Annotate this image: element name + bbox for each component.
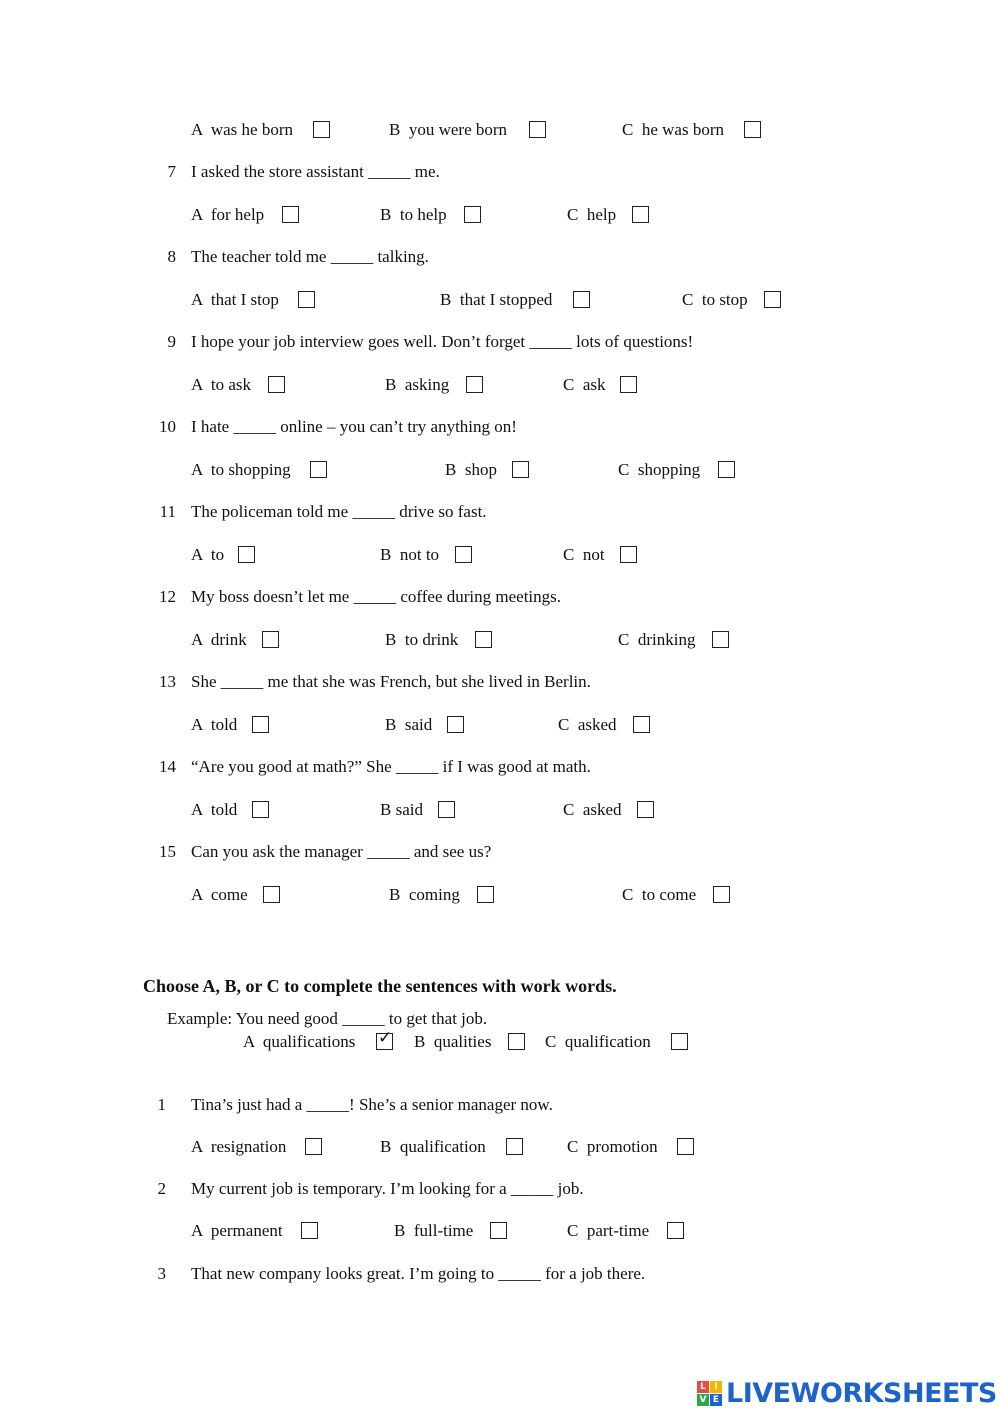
q11-option-c-checkbox[interactable] <box>620 546 637 563</box>
q10-option-a-label: A to shopping <box>191 460 291 479</box>
q11-option-a-checkbox[interactable] <box>238 546 255 563</box>
s2-q2-option-a-checkbox[interactable] <box>301 1222 318 1239</box>
question-number: 2 <box>157 1179 166 1198</box>
q12-option-c-label: C drinking <box>618 630 696 649</box>
q8-option-b-label: B that I stopped <box>440 290 553 309</box>
q6-option-c-checkbox[interactable] <box>744 121 761 138</box>
q7-option-a-checkbox[interactable] <box>282 206 299 223</box>
logo-block: E <box>710 1394 722 1406</box>
question-number: 10 <box>159 417 176 436</box>
s2-q1-option-a-checkbox[interactable] <box>305 1138 322 1155</box>
logo-text: LIVEWORKSHEETS <box>726 1377 997 1409</box>
q7-option-a-label: A for help <box>191 205 265 224</box>
q15-option-c-checkbox[interactable] <box>713 886 730 903</box>
s2-q2-option-b-label: B full-time <box>394 1221 474 1240</box>
s2-q1-option-b-checkbox[interactable] <box>506 1138 523 1155</box>
s2-q1-option-b-label: B qualification <box>380 1137 486 1156</box>
q10-option-c-label: C shopping <box>618 460 701 479</box>
s2-q2-option-b-checkbox[interactable] <box>490 1222 507 1239</box>
q14-option-b-checkbox[interactable] <box>438 801 455 818</box>
question-text: The policeman told me _____ drive so fast. <box>191 502 487 521</box>
q15-option-c-label: C to come <box>622 885 697 904</box>
q11-option-b-label: B not to <box>380 545 440 564</box>
s2-q1-option-c-label: C promotion <box>567 1137 658 1156</box>
logo-block: I <box>710 1381 722 1393</box>
q9-option-b-label: B asking <box>385 375 450 394</box>
question-text: Can you ask the manager _____ and see us? <box>191 842 492 861</box>
q8-option-b-checkbox[interactable] <box>573 291 590 308</box>
q15-option-b-checkbox[interactable] <box>477 886 494 903</box>
q11-option-b-checkbox[interactable] <box>455 546 472 563</box>
example-option-b-label: B qualities <box>414 1032 492 1051</box>
q10-option-a-checkbox[interactable] <box>310 461 327 478</box>
q14-option-c-label: C asked <box>563 800 622 819</box>
q9-option-c-checkbox[interactable] <box>620 376 637 393</box>
question-text: Tina’s just had a _____! She’s a senior manager now. <box>191 1095 553 1114</box>
q14-option-a-checkbox[interactable] <box>252 801 269 818</box>
q14-option-a-label: A told <box>191 800 238 819</box>
example-option-c-checkbox[interactable] <box>671 1033 688 1050</box>
question-text: My boss doesn’t let me _____ coffee during meetings. <box>191 587 562 606</box>
q8-option-a-checkbox[interactable] <box>298 291 315 308</box>
q7-option-c-checkbox[interactable] <box>632 206 649 223</box>
q12-option-b-label: B to drink <box>385 630 459 649</box>
question-number: 13 <box>159 672 176 691</box>
q12-option-a-label: A drink <box>191 630 247 649</box>
section-heading: Choose A, B, or C to complete the sentences with work words. <box>143 976 617 996</box>
logo-blocks-icon <box>697 1381 722 1406</box>
q10-option-b-label: B shop <box>445 460 497 479</box>
q13-option-c-label: C asked <box>558 715 617 734</box>
q13-option-a-checkbox[interactable] <box>252 716 269 733</box>
q10-option-c-checkbox[interactable] <box>718 461 735 478</box>
q13-option-c-checkbox[interactable] <box>633 716 650 733</box>
q14-option-c-checkbox[interactable] <box>637 801 654 818</box>
example-option-a-checkbox[interactable] <box>376 1028 393 1050</box>
question-number: 14 <box>159 757 176 776</box>
q9-option-b-checkbox[interactable] <box>466 376 483 393</box>
question-text: She _____ me that she was French, but she lived in Berlin. <box>191 672 591 691</box>
q7-option-c-label: C help <box>567 205 617 224</box>
q9-option-c-label: C ask <box>563 375 606 394</box>
q12-option-c-checkbox[interactable] <box>712 631 729 648</box>
question-number: 7 <box>167 162 176 181</box>
q6-option-a-label: A was he born <box>191 120 293 139</box>
s2-q2-option-c-checkbox[interactable] <box>667 1222 684 1239</box>
q15-option-b-label: B coming <box>389 885 460 904</box>
q6-option-c-label: C he was born <box>622 120 724 139</box>
q14-option-b-label: B said <box>380 800 423 819</box>
example-option-a-label: A qualifications <box>243 1032 356 1051</box>
question-number: 9 <box>167 332 176 351</box>
q8-option-c-checkbox[interactable] <box>764 291 781 308</box>
s2-q2-option-c-label: C part-time <box>567 1221 650 1240</box>
question-text: I hope your job interview goes well. Don’t forget _____ lots of questions! <box>191 332 694 351</box>
q8-option-c-label: C to stop <box>682 290 748 309</box>
q6-option-b-label: B you were born <box>389 120 508 139</box>
question-text: My current job is temporary. I’m looking for a _____ job. <box>191 1179 584 1198</box>
question-number: 8 <box>167 247 176 266</box>
q7-option-b-checkbox[interactable] <box>464 206 481 223</box>
example-option-c-label: C qualification <box>545 1032 651 1051</box>
q6-option-a-checkbox[interactable] <box>313 121 330 138</box>
q9-option-a-label: A to ask <box>191 375 251 394</box>
q11-option-a-label: A to <box>191 545 225 564</box>
question-text: The teacher told me _____ talking. <box>191 247 429 266</box>
s2-q1-option-c-checkbox[interactable] <box>677 1138 694 1155</box>
q13-option-b-label: B said <box>385 715 433 734</box>
q8-option-a-label: A that I stop <box>191 290 279 309</box>
q11-option-c-label: C not <box>563 545 605 564</box>
q15-option-a-checkbox[interactable] <box>263 886 280 903</box>
check-mark-icon: ✓ <box>378 1028 393 1048</box>
question-text: That new company looks great. I’m going to _____ for a job there. <box>191 1264 646 1283</box>
question-number: 11 <box>159 502 176 521</box>
liveworksheets-logo <box>697 1378 997 1408</box>
s2-q1-option-a-label: A resignation <box>191 1137 287 1156</box>
q12-option-a-checkbox[interactable] <box>262 631 279 648</box>
q13-option-b-checkbox[interactable] <box>447 716 464 733</box>
question-text: I asked the store assistant _____ me. <box>191 162 440 181</box>
question-text: “Are you good at math?” She _____ if I was good at math. <box>191 757 591 776</box>
q6-option-b-checkbox[interactable] <box>529 121 546 138</box>
s2-q2-option-a-label: A permanent <box>191 1221 283 1240</box>
question-number: 3 <box>157 1264 166 1283</box>
example-option-b-checkbox[interactable] <box>508 1033 525 1050</box>
example-text: Example: You need good _____ to get that job. <box>167 1009 488 1028</box>
question-number: 15 <box>159 842 176 861</box>
question-number: 12 <box>159 587 176 606</box>
q7-option-b-label: B to help <box>380 205 447 224</box>
q15-option-a-label: A come <box>191 885 248 904</box>
q12-option-b-checkbox[interactable] <box>475 631 492 648</box>
q9-option-a-checkbox[interactable] <box>268 376 285 393</box>
q10-option-b-checkbox[interactable] <box>512 461 529 478</box>
question-number: 1 <box>157 1095 166 1114</box>
logo-block: L <box>697 1381 709 1393</box>
q13-option-a-label: A told <box>191 715 238 734</box>
question-text: I hate _____ online – you can’t try anything on! <box>191 417 517 436</box>
logo-block: V <box>697 1394 709 1406</box>
